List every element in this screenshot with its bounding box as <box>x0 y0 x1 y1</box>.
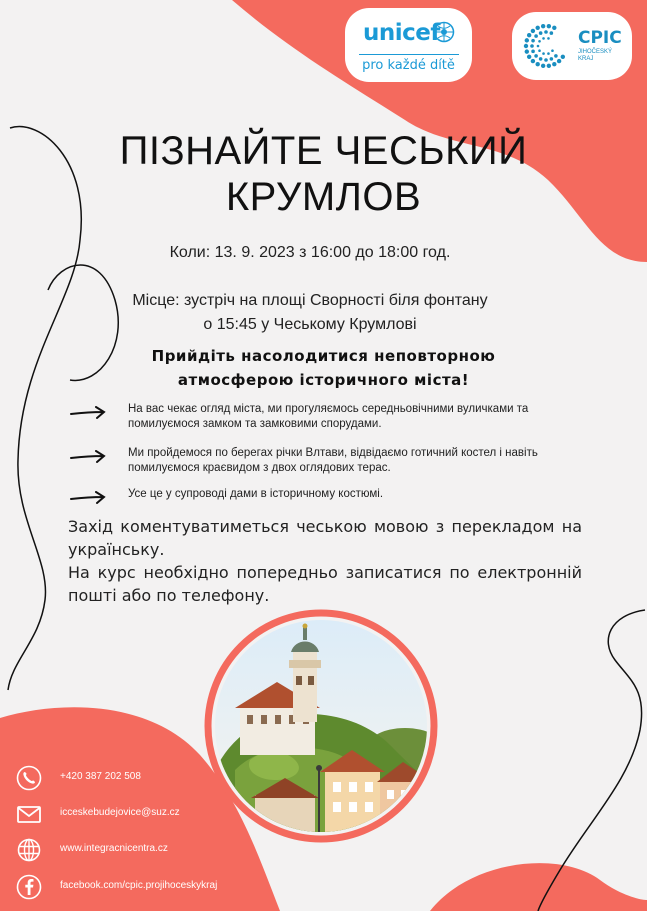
cpic-wordmark: CPIC <box>578 28 622 48</box>
info-paragraph <box>68 515 582 607</box>
bullet-text: На вас чекає огляд міста, ми прогуляємось середньовічними вуличками та помилуємося замком та замковими спорудами. <box>128 403 529 430</box>
bullet-text: Ми пройдемося по берегах річки Влтави, відвідаємо готичний костел і навіть помилуємося краєвидом з двох оглядових терас. <box>128 447 538 474</box>
bullet-item <box>70 446 590 480</box>
invitation-heading <box>0 344 647 392</box>
page-title <box>0 128 647 220</box>
envelope-icon <box>16 801 42 827</box>
location-line2: о 15:45 у Чеському Крумлові <box>203 316 417 333</box>
coral-blob-bottom-right <box>430 863 647 911</box>
unicef-globe-icon <box>433 21 455 43</box>
phone-number: +420 387 202 508 <box>60 771 141 782</box>
unicef-logo <box>345 8 472 82</box>
bullet-item <box>70 402 590 436</box>
arrow-right-icon <box>70 450 106 464</box>
registration-note: На курс необхідно попередньо записатися по електронній пошті або по телефону. <box>68 563 582 605</box>
phone-icon <box>16 765 42 791</box>
globe-icon <box>16 837 42 863</box>
title-line1: ПІЗНАЙТЕ ЧЕСЬКИЙ <box>119 129 528 173</box>
website-url: www.integracnicentra.cz <box>60 843 168 854</box>
cpic-region-line2: KRAJ <box>578 56 594 62</box>
arrow-right-icon <box>70 406 106 420</box>
facebook-url: facebook.com/cpic.projihoceskykraj <box>60 880 218 891</box>
cpic-dots-icon <box>520 20 572 72</box>
invitation-line1: Прийдіть насолодитися неповторною <box>151 347 496 365</box>
unicef-tagline: pro každé dítě <box>362 58 455 73</box>
cpic-logo <box>512 12 632 80</box>
title-line2: КРУМЛОВ <box>225 175 422 219</box>
location-line1: Місце: зустріч на площі Сворності біля фонтану <box>132 292 488 309</box>
invitation-line2: атмосферою історичного міста! <box>177 371 470 389</box>
cpic-region-line1: JIHOČESKÝ <box>578 49 613 55</box>
unicef-wordmark: unicef <box>363 20 440 46</box>
bullet-text: Усе це у супроводі дами в історичному костюмі. <box>128 488 384 500</box>
castle-illustration <box>215 620 427 832</box>
unicef-divider <box>359 54 459 55</box>
event-location <box>0 289 620 337</box>
castle-photo <box>215 620 427 832</box>
event-time: Коли: 13. 9. 2023 з 16:00 до 18:00 год. <box>169 244 451 261</box>
cpic-region <box>578 49 612 63</box>
email-address: icceskebudejovice@suz.cz <box>60 807 180 818</box>
language-note: Захід коментуватиметься чеською мовою з перекладом на українську. <box>68 517 582 559</box>
arrow-right-icon <box>70 491 106 505</box>
facebook-icon <box>16 874 42 900</box>
